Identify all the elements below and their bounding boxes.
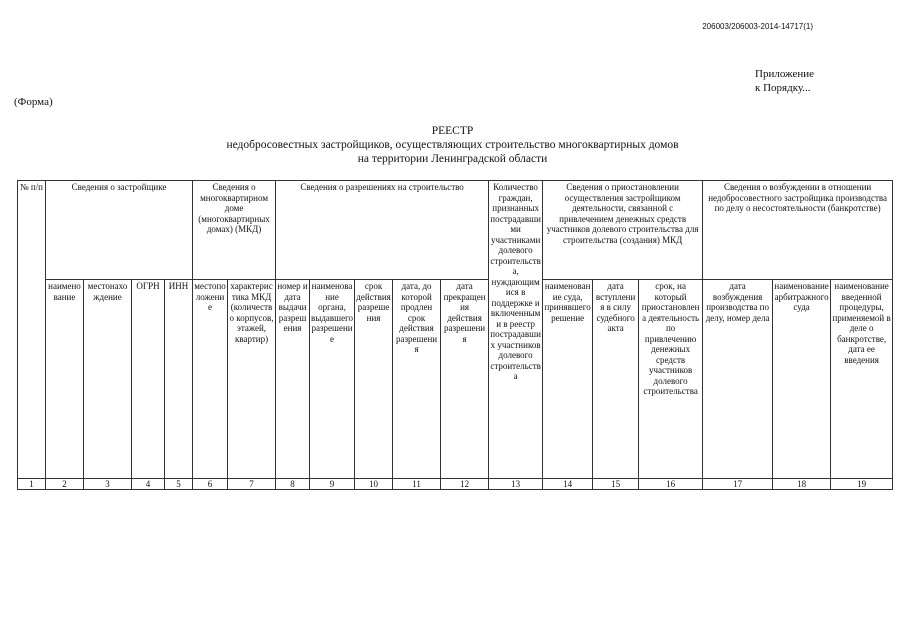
document-title <box>0 124 905 166</box>
column-number: 14 <box>543 479 593 490</box>
column-number: 15 <box>593 479 639 490</box>
column-number: 7 <box>228 479 276 490</box>
subheader-suspension-term: срок, на который приостановлена деятельность по привлечению денежных средств участников долевого строительства <box>639 280 703 479</box>
column-number: 19 <box>831 479 893 490</box>
document-number: 206003/206003-2014-14717(1) <box>702 22 813 31</box>
subheader-developer-name: наименование <box>46 280 84 479</box>
header-permits-info: Сведения о разрешениях на строительство <box>276 181 489 280</box>
column-number: 18 <box>773 479 831 490</box>
appendix-line-2: к Порядку... <box>755 82 811 94</box>
subheader-permit-extended-date: дата, до которой продлен срок действия разрешения <box>393 280 441 479</box>
subheader-developer-location: местонахождение <box>84 280 132 479</box>
subheader-permit-termination-date: дата прекращения действия разрешения <box>441 280 489 479</box>
column-number: 5 <box>165 479 193 490</box>
subheader-court-act-date: дата вступления в силу судебного акта <box>593 280 639 479</box>
header-row-number: № п/п <box>18 181 46 479</box>
title-line-3: на территории Ленинградской области <box>357 153 548 165</box>
column-number: 3 <box>84 479 132 490</box>
column-number-row <box>18 479 893 490</box>
title-line-1: РЕЕСТР <box>431 125 474 137</box>
column-number: 11 <box>393 479 441 490</box>
header-building-info: Сведения о многоквартирном доме (многоквартирных домах) (МКД) <box>193 181 276 280</box>
header-row-subcolumns <box>18 280 893 479</box>
column-number: 8 <box>276 479 310 490</box>
header-affected-citizens: Количество граждан, признанных пострадавшими участниками долевого строительства, нуждающимися в поддержке и включенными в реестр пострадавших участников долевого строительства <box>489 181 543 479</box>
form-label: (Форма) <box>14 96 53 108</box>
subheader-case-opening-date: дата возбуждения производства по делу, номер дела <box>703 280 773 479</box>
header-suspension-info: Сведения о приостановлении осуществления застройщиком деятельности, связанной с привлечением денежных средств участников долевого строительства для строительства (создания) МКД <box>543 181 703 280</box>
column-number: 6 <box>193 479 228 490</box>
appendix-line-1: Приложение <box>755 68 815 80</box>
column-number: 13 <box>489 479 543 490</box>
column-number: 16 <box>639 479 703 490</box>
header-developer-info: Сведения о застройщике <box>46 181 193 280</box>
subheader-building-location: местоположение <box>193 280 228 479</box>
subheader-bankruptcy-procedure: наименование введенной процедуры, применяемой в деле о банкротстве, дата ее введения <box>831 280 893 479</box>
column-number: 1 <box>18 479 46 490</box>
column-number: 2 <box>46 479 84 490</box>
column-number: 17 <box>703 479 773 490</box>
subheader-permit-number-date: номер и дата выдачи разрешения <box>276 280 310 479</box>
subheader-inn: ИНН <box>165 280 193 479</box>
column-number: 10 <box>355 479 393 490</box>
subheader-ogrn: ОГРН <box>132 280 165 479</box>
subheader-building-characteristics: характеристика МКД (количество корпусов, этажей, квартир) <box>228 280 276 479</box>
registry-table <box>17 180 893 490</box>
subheader-permit-issuer: наименование органа, выдавшего разрешение <box>310 280 355 479</box>
header-row-groups <box>18 181 893 280</box>
subheader-court-name: наименование суда, принявшего решение <box>543 280 593 479</box>
column-number: 12 <box>441 479 489 490</box>
title-line-2: недобросовестных застройщиков, осуществляющих строительство многоквартирных домов <box>226 139 679 151</box>
subheader-arbitration-court: наименование арбитражного суда <box>773 280 831 479</box>
subheader-permit-term: срок действия разрешения <box>355 280 393 479</box>
appendix-note <box>755 67 814 95</box>
column-number: 9 <box>310 479 355 490</box>
column-number: 4 <box>132 479 165 490</box>
header-bankruptcy-info: Сведения о возбуждении в отношении недобросовестного застройщика производства по делу о несостоятельности (банкротстве) <box>703 181 893 280</box>
